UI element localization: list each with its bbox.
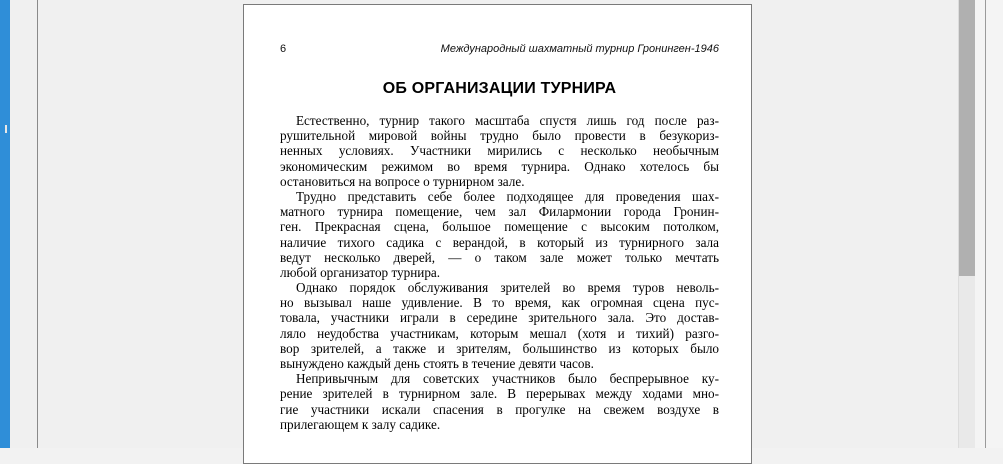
text-line: товала, участники играли в середине зрительного зала. Это достав- [280, 310, 719, 326]
resize-grip[interactable] [5, 125, 7, 133]
text-line: ляло неудобства участникам, которым мешал (хотя и тихий) разго- [280, 325, 719, 341]
text-line: Трудно представить себе более подходящее для проведения шах- [296, 188, 719, 204]
text-line: вор зрителей, а также и зрителям, большинство из которых было [280, 340, 719, 356]
text-line: вынуждено каждый день стоять в течение девяти часов. [280, 356, 594, 371]
text-line: ген. Прекрасная сцена, большое помещение с высоким потолком, [280, 219, 719, 235]
chapter-title: ОБ ОРГАНИЗАЦИИ ТУРНИРА [382, 80, 617, 97]
text-line: но вызывал наше удивление. В то время, как огромная сцена пус- [280, 295, 719, 311]
paragraph [280, 189, 719, 280]
text-line: матного турнира помещение, чем зал Филармонии города Гронин- [280, 204, 719, 220]
text-line: Естественно, турнир такого масштаба спустя лишь год после раз- [296, 113, 719, 128]
document-page [243, 4, 752, 464]
text-line: Однако порядок обслуживания зрителей во время туров неволь- [296, 280, 719, 296]
paragraph [280, 280, 719, 371]
text-line: наличие тихого садика с верандой, в который из турнирного зала [280, 234, 719, 250]
window-border [985, 0, 986, 448]
viewer-divider [37, 0, 38, 448]
text-line: ненных условиях. Участники мирились с несколько необычным [280, 143, 719, 159]
page-number: 6 [280, 43, 287, 55]
running-title: Международный шахматный турнир Гронинген-1946 [440, 43, 719, 55]
text-line: ведут несколько дверей, — о таком зале может только мечтать [280, 249, 719, 265]
text-line: Непривычным для советских участников было беспрерывное ку- [296, 371, 719, 387]
text-line: остановиться на вопросе о турнирном зале. [280, 173, 525, 189]
vertical-scrollbar[interactable] [958, 0, 975, 448]
right-window-edge [975, 0, 1003, 448]
paragraph [280, 113, 719, 189]
left-window-edge [0, 0, 10, 448]
scrollbar-thumb[interactable] [959, 0, 975, 276]
paragraph [280, 371, 719, 432]
text-line: гие участники искали спасения в прогулке на свежем воздухе в [280, 401, 719, 417]
text-line: любой организатор турнира. [280, 264, 441, 280]
text-line: прилегающем к залу садике. [280, 416, 441, 432]
text-line: экономическим режимом во время турнира. Однако хотелось бы [280, 158, 719, 174]
text-line: рение зрителей в турнирном зале. В перерывах между ходами мно- [280, 386, 719, 402]
body-text [280, 113, 719, 432]
text-line: рушительной мировой войны трудно было провести в безукориз- [280, 128, 719, 144]
